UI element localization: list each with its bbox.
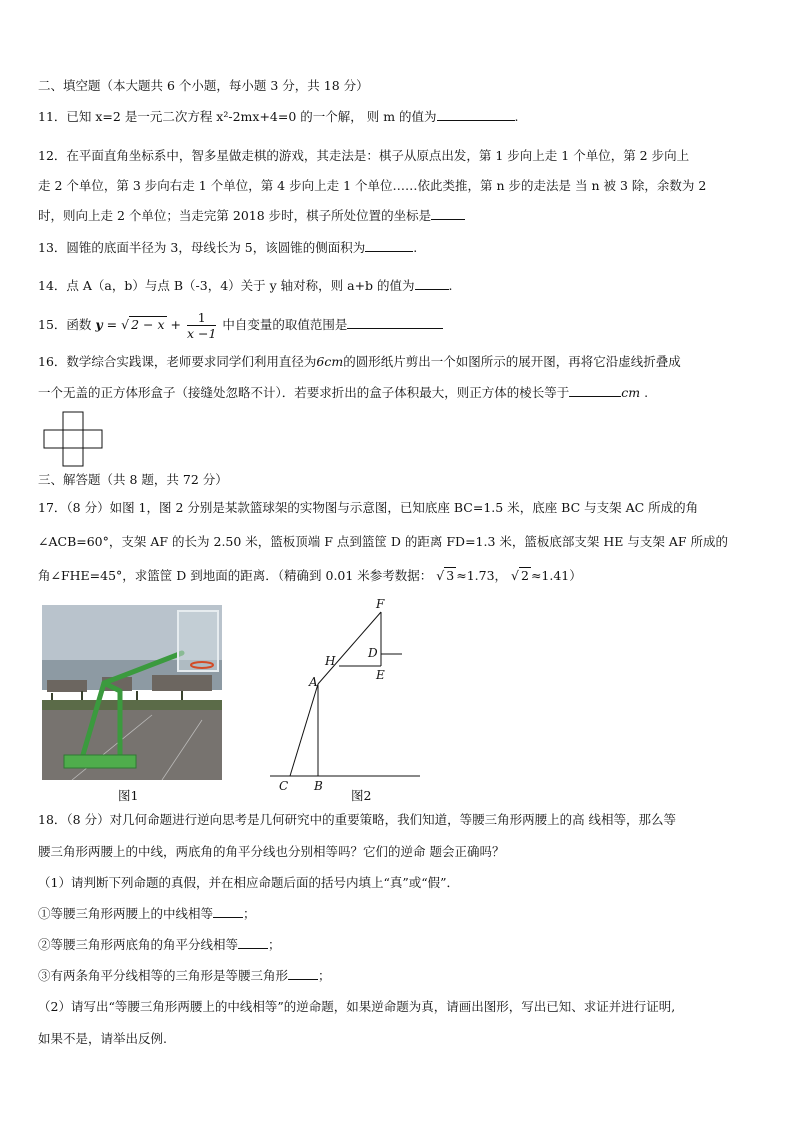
q15-fraction	[187, 310, 216, 341]
q18-item2-row	[38, 936, 281, 954]
q18-line1: 18．（8 分）对几何命题进行逆向思考是几何研究中的重要策略，我们知道，等腰三角形两腰上的高 线相等，那么等	[38, 812, 677, 827]
q12-answer-blank[interactable]	[431, 207, 465, 220]
q15-answer-blank[interactable]	[347, 316, 443, 329]
q18-item3-semi: ；	[318, 968, 331, 983]
q18-item2-blank[interactable]	[238, 936, 268, 949]
q18-part1: （1）请判断下列命题的真假，并在相应命题后面的括号内填上“真”或“假”．	[38, 875, 460, 890]
q16-end: .	[644, 385, 649, 400]
q15-prefix: 15．函数	[38, 317, 92, 332]
q14-answer-blank[interactable]	[415, 277, 449, 290]
schematic-diagram	[262, 594, 424, 794]
q12-line3: 时，则向上走 2 个单位；当走完第 2018 步时，棋子所处位置的坐标是	[38, 208, 432, 223]
figure2-caption: 图2	[351, 788, 372, 803]
q16-line1a: 16．数学综合实践课，老师要求同学们利用直径为	[38, 354, 317, 369]
q18-item2: ②等腰三角形两底角的角平分线相等	[38, 937, 239, 952]
q15-y: y	[95, 317, 103, 332]
question-14	[38, 277, 453, 295]
q18-item3-row	[38, 967, 331, 985]
q18-item1-row	[38, 905, 256, 923]
q18-item1-blank[interactable]	[213, 905, 243, 918]
q16-line2: 一个无盖的正方体形盒子（接缝处忽略不计）．若要求折出的盒子体积最大，则正方体的棱长等于	[38, 385, 570, 400]
q15-suffix: 中自变量的取值范围是	[222, 317, 348, 332]
question-12-line3	[38, 207, 465, 225]
q11-answer-blank[interactable]	[437, 108, 515, 121]
q17-line2: ∠ACB=60°，支架 AF 的长为 2.50 米，篮板顶端 F 点到篮筐 D 的距离 FD=1.3 米，篮板底部支架 HE 与支架 AF 所成的	[38, 534, 729, 549]
q12-line1: 12．在平面直角坐标系中，智多星做走棋的游戏，其走法是：棋子从原点出发，第 1 步向上走 1 个单位，第 2 步向上	[38, 148, 690, 163]
question-17-line3	[38, 567, 582, 585]
q18-item1-semi: ；	[243, 906, 256, 921]
q13-text: 13．圆锥的底面半径为 3，母线长为 5，该圆锥的侧面积为	[38, 240, 366, 255]
label-H: H	[325, 654, 336, 668]
q16-answer-blank[interactable]	[569, 384, 621, 397]
q16-diameter: 6cm	[316, 354, 344, 369]
q15-sqrt: √ 2 − x	[121, 317, 165, 332]
q18-item2-semi: ；	[268, 937, 281, 952]
q12-line2: 走 2 个单位，第 3 步向右走 1 个单位，第 4 步向上走 1 个单位……依此类推，第 n 步的走法是 当 n 被 3 除，余数为 2	[38, 178, 707, 193]
sqrt2-approx: ≈1.41）	[530, 568, 582, 583]
q17-line3a: 角∠FHE=45°，求篮筐 D 到地面的距离．（精确到 0.01 米参考数据：	[38, 568, 433, 583]
sqrt2-radicand: 2	[520, 568, 529, 583]
q11-end: .	[514, 109, 519, 124]
label-A: A	[309, 675, 318, 689]
section3-heading: 三、解答题（共 8 题，共 72 分）	[38, 472, 228, 487]
label-E: E	[376, 668, 385, 682]
q11-text: 11．已知 x=2 是一元二次方程 x²-2mx+4=0 的一个解， 则 m 的值为	[38, 109, 437, 124]
sqrt3-approx: ≈1.73，	[456, 568, 508, 583]
q16-line1c: 的圆形纸片剪出一个如图所示的展开图，再将它沿虚线折叠成	[343, 354, 681, 369]
cube-net-figure	[42, 410, 112, 470]
q15-plus: +	[170, 317, 181, 332]
basketball-stand-photo	[42, 605, 222, 780]
label-D: D	[368, 646, 378, 660]
question-13	[38, 239, 417, 257]
q13-answer-blank[interactable]	[365, 239, 413, 252]
q16-unit: cm	[621, 385, 641, 400]
question-15	[38, 309, 443, 341]
q14-text: 14．点 A（a，b）与点 B（-3，4）关于 y 轴对称，则 a+b 的值为	[38, 278, 415, 293]
q18-part2b: 如果不是，请举出反例.	[38, 1031, 167, 1046]
q15-eq: =	[106, 317, 118, 332]
q15-frac-den: x −1	[186, 326, 217, 341]
sqrt3: √ 3	[436, 568, 455, 583]
q18-item3-blank[interactable]	[288, 967, 318, 980]
label-F: F	[376, 597, 385, 611]
question-16-line2	[38, 384, 648, 402]
q18-line2: 腰三角形两腰上的中线，两底角的角平分线也分别相等吗？它们的逆命 题会正确吗？	[38, 844, 505, 859]
sqrt2: √ 2	[511, 568, 529, 583]
question-11	[38, 108, 519, 126]
sqrt3-radicand: 3	[446, 568, 455, 583]
q17-line1: 17．（8 分）如图 1，图 2 分别是某款篮球架的实物图与示意图，已知底座 BC=1.5 米，底座 BC 与支架 AC 所成的角	[38, 500, 699, 515]
section2-heading: 二、填空题（本大题共 6 个小题，每小题 3 分，共 18 分）	[38, 78, 369, 93]
q13-end: .	[413, 240, 418, 255]
label-C: C	[279, 779, 289, 793]
q15-radicand: 2 − x	[131, 317, 165, 332]
q14-end: .	[448, 278, 453, 293]
label-B: B	[314, 779, 323, 793]
question-16-line1	[38, 353, 681, 371]
q18-item1: ①等腰三角形两腰上的中线相等	[38, 906, 214, 921]
figure1-caption: 图1	[118, 788, 139, 803]
q18-item3: ③有两条角平分线相等的三角形是等腰三角形	[38, 968, 289, 983]
q15-frac-num: 1	[187, 310, 216, 326]
q18-part2a: （2）请写出“等腰三角形两腰上的中线相等”的逆命题，如果逆命题为真，请画出图形，写出已知、求证并进行证明,	[38, 999, 676, 1014]
